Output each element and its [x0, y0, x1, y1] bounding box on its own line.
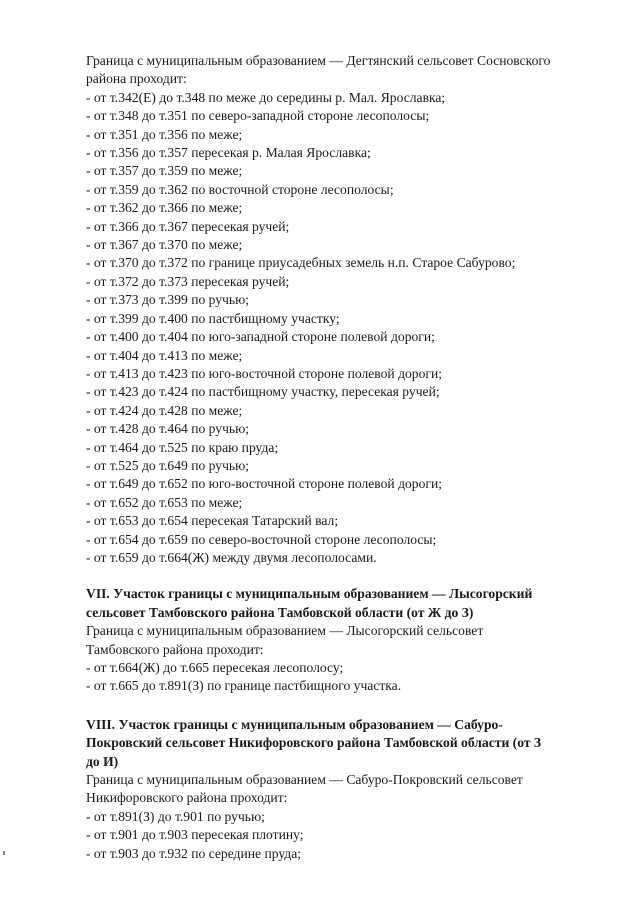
boundary-item: - от т.664(Ж) до т.665 пересекая лесополосу;	[86, 660, 344, 675]
boundary-item: - от т.357 до т.359 по меже;	[86, 163, 243, 179]
boundary-item: - от т.351 до т.356 по меже;	[86, 126, 243, 142]
boundary-intro: Тамбовского района проходит:	[86, 641, 264, 657]
boundary-item: - от т.659 до т.664(Ж) между двумя лесополосами.	[86, 549, 377, 565]
section-heading: Покровский сельсовет Никифоровского района Тамбовской области (от З	[86, 735, 542, 751]
boundary-item: - от т.654 до т.659 по северо-восточной стороне лесополосы;	[86, 531, 437, 547]
boundary-item: - от т.372 до т.373 пересекая ручей;	[86, 273, 290, 289]
boundary-item: - от т.649 до т.652 по юго-восточной стороне полевой дороги;	[86, 476, 443, 492]
boundary-item: - от т.370 до т.372 по границе приусадебных земель н.п. Старое Сабурово;	[86, 255, 516, 271]
boundary-intro: Граница с муниципальным образованием — Сабуро-Покровский сельсовет	[86, 772, 523, 788]
boundary-item: - от т.404 до т.413 по меже;	[86, 347, 243, 363]
section-spacer	[86, 567, 606, 585]
boundary-intro: района проходит:	[86, 71, 187, 87]
section-heading: до И)	[86, 753, 119, 769]
boundary-item: - от т.903 до т.932 по середине пруда;	[86, 845, 302, 861]
boundary-item: - от т.399 до т.400 по пастбищному участку;	[86, 310, 340, 326]
boundary-item: - от т.373 до т.399 по ручью;	[86, 292, 250, 308]
boundary-item: - от т.366 до т.367 пересекая ручей;	[86, 218, 290, 234]
boundary-intro: Граница с муниципальным образованием — Лысогорский сельсовет	[86, 623, 484, 639]
document-page	[86, 52, 606, 863]
boundary-item: - от т.359 до т.362 по восточной стороне лесополосы;	[86, 181, 394, 197]
section-spacer	[86, 696, 606, 716]
boundary-item: - от т.652 до т.653 по меже;	[86, 494, 243, 510]
boundary-item: - от т.356 до т.357 пересекая р. Малая Ярославка;	[86, 145, 371, 161]
section-heading: VII. Участок границы с муниципальным образованием — Лысогорский	[86, 586, 533, 602]
boundary-item: - от т.348 до т.351 по северо-западной стороне лесополосы;	[86, 108, 430, 124]
boundary-item: - от т.423 до т.424 по пастбищному участку, пересекая ручей;	[86, 384, 440, 400]
boundary-intro: Граница с муниципальным образованием — Дегтянский сельсовет Сосновского	[86, 53, 551, 68]
boundary-item: - от т.400 до т.404 по юго-западной стороне полевой дороги;	[86, 329, 435, 345]
boundary-intro: Никифоровского района проходит:	[86, 790, 288, 806]
boundary-item: - от т.413 до т.423 по юго-восточной стороне полевой дороги;	[86, 365, 443, 381]
section-heading: сельсовет Тамбовского района Тамбовской области (от Ж до З)	[86, 604, 474, 620]
boundary-item: - от т.342(Е) до т.348 по меже до середины р. Мал. Ярославка;	[86, 89, 446, 105]
boundary-item: - от т.665 до т.891(З) по границе пастбищного участка.	[86, 678, 402, 694]
boundary-item: - от т.901 до т.903 пересекая плотину;	[86, 827, 304, 843]
scan-artifact	[3, 851, 5, 855]
boundary-item: - от т.891(З) до т.901 по ручью;	[86, 808, 265, 824]
boundary-item: - от т.362 до т.366 по меже;	[86, 200, 243, 216]
boundary-item: - от т.424 до т.428 по меже;	[86, 402, 243, 418]
boundary-item: - от т.525 до т.649 по ручью;	[86, 457, 250, 473]
section-heading: VIII. Участок границы с муниципальным образованием — Сабуро-	[86, 716, 503, 732]
boundary-item: - от т.428 до т.464 по ручью;	[86, 421, 250, 437]
boundary-item: - от т.653 до т.654 пересекая Татарский вал;	[86, 513, 339, 529]
boundary-item: - от т.464 до т.525 по краю пруда;	[86, 439, 279, 455]
boundary-item: - от т.367 до т.370 по меже;	[86, 237, 243, 253]
